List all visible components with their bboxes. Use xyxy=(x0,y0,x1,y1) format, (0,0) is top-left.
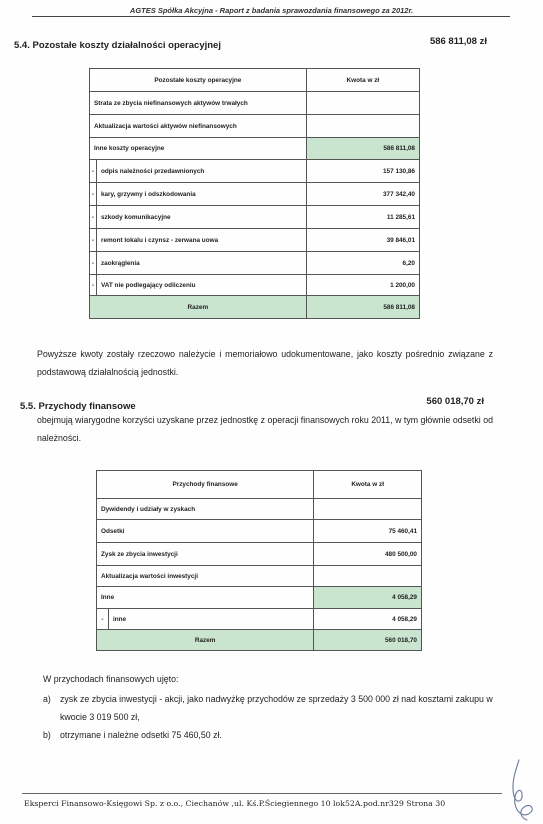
table-total-row xyxy=(97,630,422,651)
table-subrow xyxy=(97,609,422,630)
column-header-name: Przychody finansowe xyxy=(97,471,314,499)
total-value: 560 018,70 xyxy=(314,630,422,651)
list-item-letter: a) xyxy=(43,694,51,704)
list-item xyxy=(43,726,503,744)
total-label: Razem xyxy=(90,296,307,319)
column-header-name: Pozostałe koszty operacyjne xyxy=(90,69,307,92)
table-row xyxy=(97,499,422,520)
table-header-row xyxy=(90,69,420,92)
subrow-value: 6,20 xyxy=(306,252,419,275)
subrow-dash: - xyxy=(97,609,109,630)
row-value: 4 058,29 xyxy=(314,587,422,609)
financial-income-table xyxy=(96,470,422,651)
row-value: 586 811,08 xyxy=(306,138,419,160)
row-value: 75 460,41 xyxy=(314,520,422,543)
subrow-dash: - xyxy=(90,183,97,206)
table-row xyxy=(90,92,420,115)
section-title-financial-income: 5.5. Przychody finansowe xyxy=(20,401,136,412)
subrow-dash: - xyxy=(90,229,97,252)
subrow-dash: - xyxy=(90,206,97,229)
table-row xyxy=(90,115,420,138)
subrow-dash: - xyxy=(90,275,97,296)
list-intro: W przychodach finansowych ujęto: xyxy=(43,674,179,684)
table-subrow xyxy=(90,206,420,229)
row-value xyxy=(314,499,422,520)
row-value: 480 500,00 xyxy=(314,543,422,566)
row-label: Inne koszty operacyjne xyxy=(90,138,307,160)
row-label: Zysk ze zbycia inwestycji xyxy=(97,543,314,566)
table-subrow xyxy=(90,275,420,296)
list-item-letter: b) xyxy=(43,730,51,740)
subrow-value: 39 846,01 xyxy=(306,229,419,252)
row-value xyxy=(306,92,419,115)
list-item xyxy=(43,690,503,726)
row-label: Aktualizacja wartości inwestycji xyxy=(97,566,314,587)
subrow-value: 157 130,86 xyxy=(306,160,419,183)
list-item-text: zysk ze zbycia inwestycji - akcji, jako nadwyżkę przychodów ze sprzedaży 3 500 000 zł nad kosztami zakupu w kwocie 3 019 500 zł, xyxy=(60,694,493,722)
table-subrow xyxy=(90,229,420,252)
operating-costs-note: Powyższe kwoty zostały rzeczowo należycie i memoriałowo udokumentowane, jako koszty pośrednio związane z podstawową działalnością jednostki. xyxy=(37,349,493,377)
table-subrow xyxy=(90,252,420,275)
header-rule xyxy=(32,16,510,17)
operating-costs-table xyxy=(89,68,420,319)
row-label: Aktualizacja wartości aktywów niefinansowych xyxy=(90,115,307,138)
total-value: 586 811,08 xyxy=(306,296,419,319)
table-subrow xyxy=(90,183,420,206)
subrow-label: remont lokalu i czynsz - zerwana uowa xyxy=(96,229,306,252)
total-label: Razem xyxy=(97,630,314,651)
column-header-amount: Kwota w zł xyxy=(306,69,419,92)
row-value xyxy=(306,115,419,138)
table-row xyxy=(97,543,422,566)
subrow-label: inne xyxy=(108,609,313,630)
table-row xyxy=(97,566,422,587)
subrow-label: kary, grzywny i odszkodowania xyxy=(96,183,306,206)
row-label: Inne xyxy=(97,587,314,609)
subrow-value: 11 285,61 xyxy=(306,206,419,229)
section-title-operating-costs: 5.4. Pozostałe koszty działalności operacyjnej xyxy=(14,40,221,51)
subrow-label: VAT nie podlegający odliczeniu xyxy=(96,275,306,296)
table-total-row xyxy=(90,296,420,319)
table-subrow xyxy=(90,160,420,183)
financial-income-intro: obejmują wiarygodne korzyści uzyskane przez jednostkę z operacji finansowych roku 2011, w tym głównie odsetki od należności. xyxy=(37,415,493,443)
running-header: AGTES Spółka Akcyjna - Raport z badania sprawozdania finansowego za 2012r. xyxy=(129,6,414,15)
subrow-label: szkody komunikacyjne xyxy=(96,206,306,229)
subrow-value: 1 200,00 xyxy=(306,275,419,296)
table-row xyxy=(97,520,422,543)
section-amount-operating-costs: 586 811,08 zł xyxy=(429,36,487,47)
section-amount-financial-income: 560 018,70 zł xyxy=(426,396,484,407)
row-label: Strata ze zbycia niefinansowych aktywów trwałych xyxy=(90,92,307,115)
subrow-dash: - xyxy=(90,160,97,183)
subrow-label: odpis należności przedawnionych xyxy=(96,160,306,183)
page-footer: Eksperci Finansowo-Księgowi Sp. z o.o., Ciechanów ,ul. Kś.P.Ściegiennego 10 lok52A.pod.nr329 Strona 30 xyxy=(24,799,446,808)
financial-income-list xyxy=(43,673,503,744)
table-header-row xyxy=(97,471,422,499)
list-item-text: otrzymane i należne odsetki 75 460,50 zł. xyxy=(60,730,222,740)
subrow-value: 377 342,40 xyxy=(306,183,419,206)
column-header-amount: Kwota w zł xyxy=(314,471,422,499)
handwritten-signature xyxy=(505,758,539,822)
footer-rule xyxy=(22,793,502,794)
table-row xyxy=(90,138,420,160)
subrow-label: zaokrąglenia xyxy=(96,252,306,275)
row-label: Dywidendy i udziały w zyskach xyxy=(97,499,314,520)
table-row xyxy=(97,587,422,609)
subrow-value: 4 058,29 xyxy=(314,609,422,630)
row-label: Odsetki xyxy=(97,520,314,543)
row-value xyxy=(314,566,422,587)
subrow-dash: - xyxy=(90,252,97,275)
